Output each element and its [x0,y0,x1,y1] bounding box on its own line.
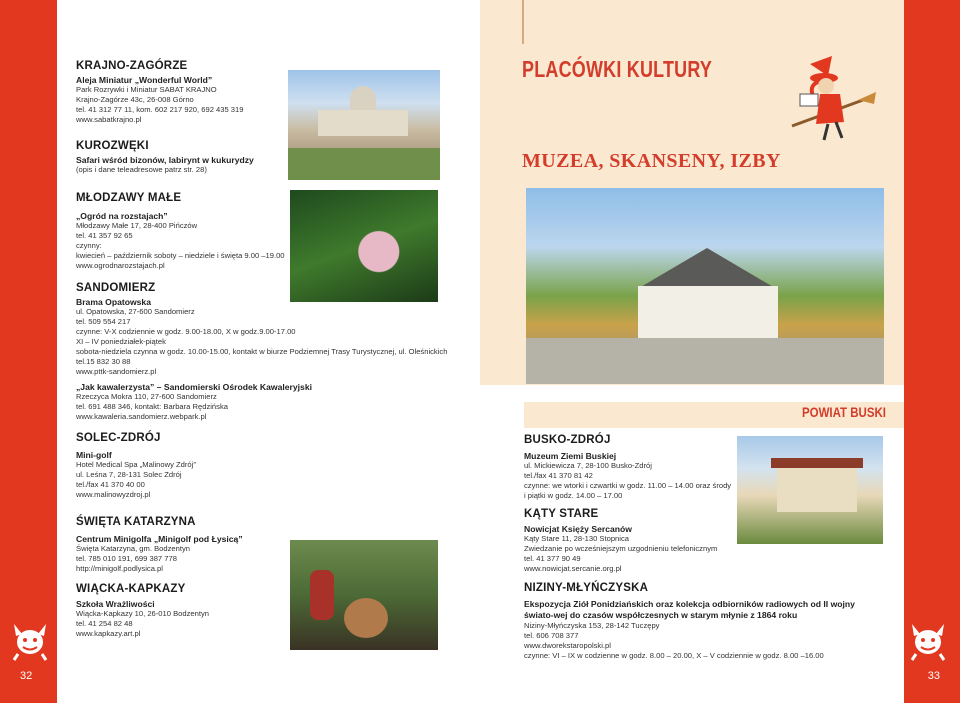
address-line: Młodzawy Małe 17, 28-400 Pińczów [76,221,198,230]
visit-note: Zwiedzanie po wcześniejszym uzgodnieniu telefonicznym [524,544,718,553]
museum-building-photo [737,436,883,544]
address-line: Krajno-Zagórze 43c, 26-008 Górno [76,95,194,104]
hours-line: czynne: we wtorki i czwartki w godz. 11.00 – 14.00 oraz środy [524,481,732,490]
venue-name: Mini-golf [76,450,112,460]
decorative-dots: ●●●●● [910,412,943,422]
region-title: POWIAT BUSKI [802,404,886,420]
website-link[interactable]: www.nowicjat.sercanie.org.pl [524,564,622,573]
section-heading: SOLEC-ZDRÓJ [76,432,161,444]
venue-name: Centrum Minigolfa „Minigolf pod Łysicą” [76,534,243,544]
hours-line: czynne: VI – IX w codzienne w godz. 8.00 – 20.00, X – V codziennie w godz. 8.00 –16.00 [524,651,824,660]
page-number-left: 32 [20,670,33,682]
page-subtitle: MUZEA, SKANSENY, IZBY [522,150,781,172]
address-line: Niziny-Młyńczyska 153, 28-142 Tuczępy [524,621,660,630]
hours-line: i piątki w godz. 14.00 – 17.00 [524,491,623,500]
website-link[interactable]: www.kawaleria.sandomierz.webpark.pl [76,412,207,421]
section-solec [76,432,286,500]
hours-line: kwiecień – październik soboty – niedziele i święta 9.00 –19.00 [76,251,285,260]
section-heading: MŁODZAWY MAŁE [76,192,182,204]
page-title: PLACÓWKI KULTURY [522,56,713,82]
address-line: Hotel Medical Spa „Malinowy Zdrój” [76,460,196,469]
venue-name: Szkoła Wrażliwości [76,599,155,609]
address-line: ul. Leśna 7, 28-131 Solec Zdrój [76,470,182,479]
venue-name: Safari wśród bizonów, labirynt w kukurydzy [76,155,254,165]
address-line: ul. Opatowska, 27-600 Sandomierz [76,307,195,316]
venue-name: „Jak kawalerzysta” – Sandomierski Ośrodek Kawaleryjski [76,382,312,392]
right-edge-strip [904,0,960,703]
website-link[interactable]: www.pttk-sandomierz.pl [76,367,157,376]
website-link[interactable]: www.kapkazy.art.pl [76,629,141,638]
phone-line: tel.15 832 30 88 [76,357,131,366]
section-sandomierz [76,282,476,422]
venue-name: Brama Opatowska [76,297,151,307]
address-line: Wiącka-Kapkazy 10, 26-010 Bodzentyn [76,609,209,618]
website-link[interactable]: http://minigolf.podlysica.pl [76,564,163,573]
section-heading: BUSKO-ZDRÓJ [524,434,611,446]
venue-name: „Ogród na rozstajach” [76,211,168,221]
section-heading: NIZINY-MŁYŃCZYSKA [524,582,649,594]
phone-line: tel. 509 554 217 [76,317,131,326]
left-edge-strip [0,0,57,703]
phone-line: tel. 41 312 77 11, kom. 602 217 920, 692 435 319 [76,105,244,114]
devil-logo-icon [906,618,950,662]
hours-label: czynny: [76,241,102,250]
witch-on-broom-icon [788,54,878,146]
section-katarzyna [76,516,286,574]
section-heading: KUROZWĘKI [76,140,149,152]
website-link[interactable]: www.malinowyzdroj.pl [76,490,151,499]
phone-line: tel. 41 254 82 48 [76,619,133,628]
website-link[interactable]: www.dworekstaropolski.pl [524,641,611,650]
section-mlodzawy [76,192,436,271]
venue-name: Aleja Miniatur „Wonderful World” [76,75,213,85]
reference-note: (opis i dane teleadresowe patrz str. 28) [76,165,207,174]
phone-line: tel. 691 488 346, kontakt: Barbara Rędzińska [76,402,228,411]
section-wiacka [76,583,286,639]
section-heading: ŚWIĘTA KATARZYNA [76,516,196,528]
venue-name: Nowicjat Księży Sercanów [524,524,632,534]
venue-name: Muzeum Ziemi Buskiej [524,451,617,461]
phone-line: tel. 606 708 377 [524,631,579,640]
section-heading: SANDOMIERZ [76,282,156,294]
address-line: Kąty Stare 11, 28-130 Stopnica [524,534,629,543]
section-heading: WIĄCKA-KAPKAZY [76,583,186,595]
address-line: Rzeczyca Mokra 110, 27-600 Sandomierz [76,392,217,401]
section-krajno [76,60,436,125]
website-link[interactable]: www.ogrodnarozstajach.pl [76,261,165,270]
section-katy [524,508,736,574]
hours-line: czynne: V-X codziennie w godz. 9.00-18.00, X w godz.9.00-17.00 [76,327,296,336]
clay-pot-workshop-photo [290,540,438,650]
phone-line: tel. 41 377 90 49 [524,554,581,563]
section-kurozweki [76,140,436,175]
phone-line: tel./fax 41 370 81 42 [524,471,593,480]
phone-line: tel. 41 357 92 65 [76,231,133,240]
manor-house-photo [526,188,884,384]
hours-line: XI – IV poniedziałek-piątek [76,337,166,346]
address-line: ul. Mickiewicza 7, 28-100 Busko-Zdrój [524,461,652,470]
header-rule [522,0,524,44]
devil-logo-icon [8,618,52,662]
address-line: Święta Katarzyna, gm. Bodzentyn [76,544,190,553]
phone-line: tel. 785 010 191, 699 387 778 [76,554,177,563]
section-niziny [524,582,886,661]
website-link[interactable]: www.sabatkrajno.pl [76,115,142,124]
section-heading: KĄTY STARE [524,508,599,520]
page-number-right: 33 [927,670,940,682]
address-line: Park Rozrywki i Miniatur SABAT KRAJNO [76,85,217,94]
phone-line: tel./fax 41 370 40 00 [76,480,145,489]
venue-name: Ekspozycja Ziół Ponidziańskich oraz kolekcja odbiorników radiowych od II wojny świato-wej do czasów współczesnych w starym młynie z 1864 roku [524,599,855,620]
section-busko [524,434,736,501]
hours-line: sobota-niedziela czynna w godz. 10.00-15.00, kontakt w biurze Podziemnej Trasy Turystycznej, ul. Oleśnickich [76,347,448,356]
section-heading: KRAJNO-ZAGÓRZE [76,60,188,72]
